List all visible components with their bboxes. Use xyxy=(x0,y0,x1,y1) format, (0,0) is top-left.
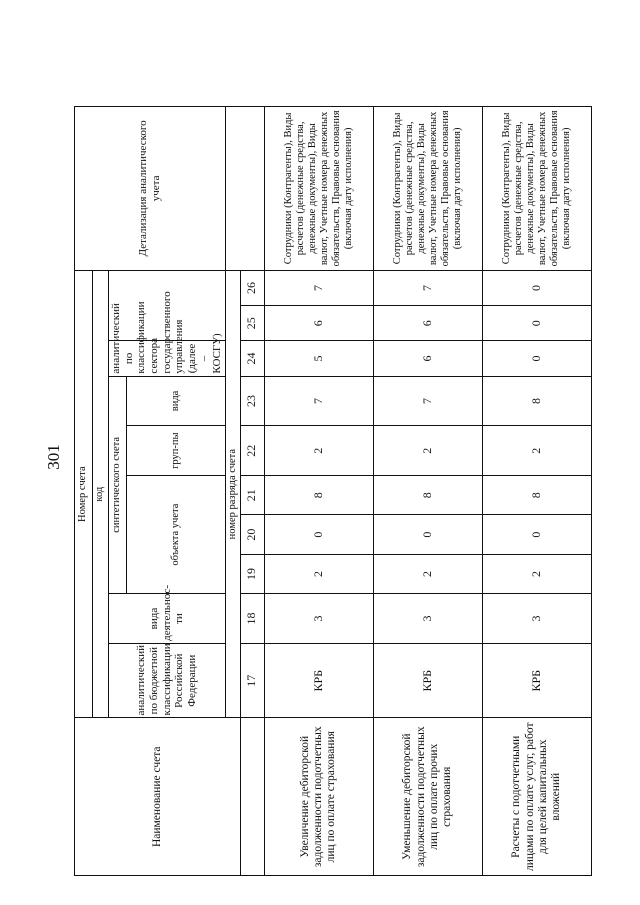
row-analytic-detail: Сотрудники (Контрагенты), Виды расчетов (денежные средства, денежные документы), Виды валют, Учетные номера денежных обязательств, Правовые основания (включая дату исполнения) xyxy=(264,107,373,271)
digit-25: 25 xyxy=(240,306,264,341)
row-object-digit: 2 xyxy=(264,554,373,593)
row-activity-code: 3 xyxy=(264,594,373,644)
table-row xyxy=(264,107,373,876)
header-digit-number: номер разряда счета xyxy=(225,270,240,718)
row-analytic-code: КРБ xyxy=(482,643,591,718)
row-kosgu-digit: 6 xyxy=(373,341,482,376)
header-detail-blank xyxy=(225,107,264,271)
row-kosgu-digit: 6 xyxy=(264,306,373,341)
header-kind: вида xyxy=(127,376,226,426)
row-kind-code: 8 xyxy=(482,376,591,426)
row-kosgu-digit: 0 xyxy=(482,306,591,341)
header-activity-type: вида деятельнос-ти xyxy=(109,594,226,644)
digits-name-blank xyxy=(240,718,264,876)
header-account-name: Наименование счета xyxy=(75,718,241,876)
digit-23: 23 xyxy=(240,376,264,426)
row-object-digit: 0 xyxy=(264,515,373,554)
digit-18: 18 xyxy=(240,594,264,644)
header-account-number: Номер счета xyxy=(75,270,93,718)
header-group: груп-пы xyxy=(127,426,226,476)
row-analytic-code: КРБ xyxy=(264,643,373,718)
row-object-digit: 8 xyxy=(373,476,482,515)
row-group-code: 2 xyxy=(373,426,482,476)
digit-21: 21 xyxy=(240,476,264,515)
digit-22: 22 xyxy=(240,426,264,476)
row-account-name: Увеличение дебиторской задолженности подотчетных лиц по оплате страхования xyxy=(264,718,373,876)
header-code: код xyxy=(93,270,109,718)
digit-19: 19 xyxy=(240,554,264,593)
row-group-code: 2 xyxy=(264,426,373,476)
header-analytic-detail: Детализация аналитического учета xyxy=(75,107,226,271)
digit-24: 24 xyxy=(240,341,264,376)
row-kind-code: 7 xyxy=(264,376,373,426)
ledger-frame xyxy=(74,106,572,876)
row-kosgu-digit: 5 xyxy=(264,341,373,376)
page-number: 301 xyxy=(44,444,63,470)
row-object-digit: 2 xyxy=(373,554,482,593)
header-accounting-object: объекта учета xyxy=(127,476,226,594)
row-analytic-detail: Сотрудники (Контрагенты), Виды расчетов (денежные средства, денежные документы), Виды валют, Учетные номера денежных обязательств, Правовые основания (включая дату исполнения) xyxy=(482,107,591,271)
table-row xyxy=(482,107,591,876)
digit-20: 20 xyxy=(240,515,264,554)
row-kosgu-digit: 6 xyxy=(373,306,482,341)
header-analytic-budget: аналитический по бюджетной классификации Российской Федерации xyxy=(109,643,226,718)
header-analytic-kosgu: аналитический по классификации сектора государственного управления (далее – КОСГУ) xyxy=(109,341,226,376)
row-object-digit: 0 xyxy=(373,515,482,554)
row-activity-code: 3 xyxy=(373,594,482,644)
row-kosgu-digit: 0 xyxy=(482,270,591,305)
row-kosgu-digit: 0 xyxy=(482,341,591,376)
header-row-1 xyxy=(75,107,93,876)
row-activity-code: 3 xyxy=(482,594,591,644)
row-object-digit: 8 xyxy=(482,476,591,515)
account-table xyxy=(74,106,592,876)
row-kosgu-digit: 7 xyxy=(264,270,373,305)
row-object-digit: 8 xyxy=(264,476,373,515)
row-kind-code: 7 xyxy=(373,376,482,426)
row-group-code: 2 xyxy=(482,426,591,476)
row-object-digit: 0 xyxy=(482,515,591,554)
row-account-name: Расчеты с подотчетными лицами по оплате услуг, работ для целей капитальных вложений xyxy=(482,718,591,876)
digit-17: 17 xyxy=(240,643,264,718)
row-object-digit: 2 xyxy=(482,554,591,593)
row-analytic-detail: Сотрудники (Контрагенты), Виды расчетов (денежные средства, денежные документы), Виды валют, Учетные номера денежных обязательств, Правовые основания (включая дату исполнения) xyxy=(373,107,482,271)
row-analytic-code: КРБ xyxy=(373,643,482,718)
table-row xyxy=(373,107,482,876)
header-synthetic-account: синтетического счета xyxy=(109,376,127,594)
row-account-name: Уменьшение дебиторской задолженности подотчетных лиц по оплате прочих страхования xyxy=(373,718,482,876)
digit-26: 26 xyxy=(240,270,264,305)
row-kosgu-digit: 7 xyxy=(373,270,482,305)
